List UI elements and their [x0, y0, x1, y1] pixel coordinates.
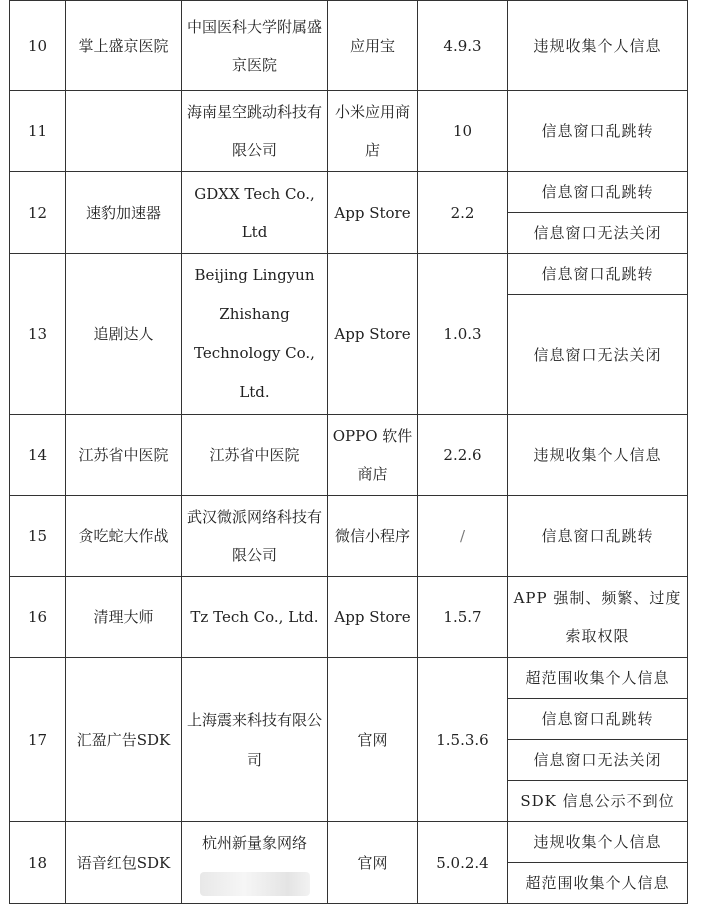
app-name: 贪吃蛇大作战: [66, 496, 182, 577]
app-source: App Store: [328, 254, 418, 415]
table-row: [10, 415, 688, 496]
app-version: 4.9.3: [418, 1, 508, 91]
table-row: [10, 172, 688, 213]
row-number: 13: [10, 254, 66, 415]
company-name: 武汉微派网络科技有限公司: [182, 496, 328, 577]
app-violation-table: [9, 0, 688, 904]
issue-cell: 信息窗口乱跳转: [508, 172, 688, 213]
table-row: [10, 658, 688, 699]
company-name: 海南星空跳动科技有限公司: [182, 91, 328, 172]
row-number: 18: [10, 822, 66, 904]
issue-cell: 信息窗口无法关闭: [508, 740, 688, 781]
issue-cell: 违规收集个人信息: [508, 415, 688, 496]
company-name: 杭州新量象网络: [201, 833, 307, 852]
app-name: 清理大师: [66, 577, 182, 658]
issue-cell: 超范围收集个人信息: [508, 658, 688, 699]
issue-cell: 信息窗口乱跳转: [508, 91, 688, 172]
company-name: Beijing Lingyun Zhishang Technology Co., Ltd.: [182, 254, 328, 415]
row-number: 17: [10, 658, 66, 822]
app-name: 江苏省中医院: [66, 415, 182, 496]
company-name: 江苏省中医院: [182, 415, 328, 496]
app-version: 2.2: [418, 172, 508, 254]
company-name: 上海震来科技有限公司: [182, 658, 328, 822]
table-row: [10, 91, 688, 172]
app-version: 5.0.2.4: [418, 822, 508, 904]
app-name: 速豹加速器: [66, 172, 182, 254]
app-name: 掌上盛京医院: [66, 1, 182, 91]
issue-cell: 信息窗口乱跳转: [508, 254, 688, 295]
row-number: 11: [10, 91, 66, 172]
app-source: 官网: [328, 822, 418, 904]
table-row: [10, 577, 688, 658]
company-cell: [182, 822, 328, 904]
row-number: 16: [10, 577, 66, 658]
table-row: [10, 1, 688, 91]
issue-cell: SDK 信息公示不到位: [508, 781, 688, 822]
row-number: 10: [10, 1, 66, 91]
app-version: 1.0.3: [418, 254, 508, 415]
company-name: 中国医科大学附属盛京医院: [182, 1, 328, 91]
app-source: OPPO 软件商店: [328, 415, 418, 496]
app-source: 小米应用商店: [328, 91, 418, 172]
issue-cell: 违规收集个人信息: [508, 1, 688, 91]
app-version: 10: [418, 91, 508, 172]
table-row: [10, 254, 688, 295]
app-version: 1.5.7: [418, 577, 508, 658]
table-row: [10, 822, 688, 863]
app-version: /: [418, 496, 508, 577]
company-name: GDXX Tech Co., Ltd: [182, 172, 328, 254]
app-name: 追剧达人: [66, 254, 182, 415]
issue-cell: 信息窗口无法关闭: [508, 295, 688, 415]
table-row: [10, 496, 688, 577]
issue-cell: 超范围收集个人信息: [508, 863, 688, 904]
issue-cell: 信息窗口无法关闭: [508, 213, 688, 254]
redacted-text: [200, 872, 310, 896]
app-name: 汇盈广告SDK: [66, 658, 182, 822]
row-number: 14: [10, 415, 66, 496]
issue-cell: 信息窗口乱跳转: [508, 699, 688, 740]
app-version: 2.2.6: [418, 415, 508, 496]
app-source: 微信小程序: [328, 496, 418, 577]
issue-cell: 违规收集个人信息: [508, 822, 688, 863]
app-source: App Store: [328, 172, 418, 254]
app-version: 1.5.3.6: [418, 658, 508, 822]
app-name: 语音红包SDK: [66, 822, 182, 904]
row-number: 12: [10, 172, 66, 254]
app-source: App Store: [328, 577, 418, 658]
row-number: 15: [10, 496, 66, 577]
issue-cell: APP 强制、频繁、过度索取权限: [508, 577, 688, 658]
company-name: Tz Tech Co., Ltd.: [182, 577, 328, 658]
app-source: 应用宝: [328, 1, 418, 91]
app-source: 官网: [328, 658, 418, 822]
app-name: [66, 91, 182, 172]
issue-cell: 信息窗口乱跳转: [508, 496, 688, 577]
